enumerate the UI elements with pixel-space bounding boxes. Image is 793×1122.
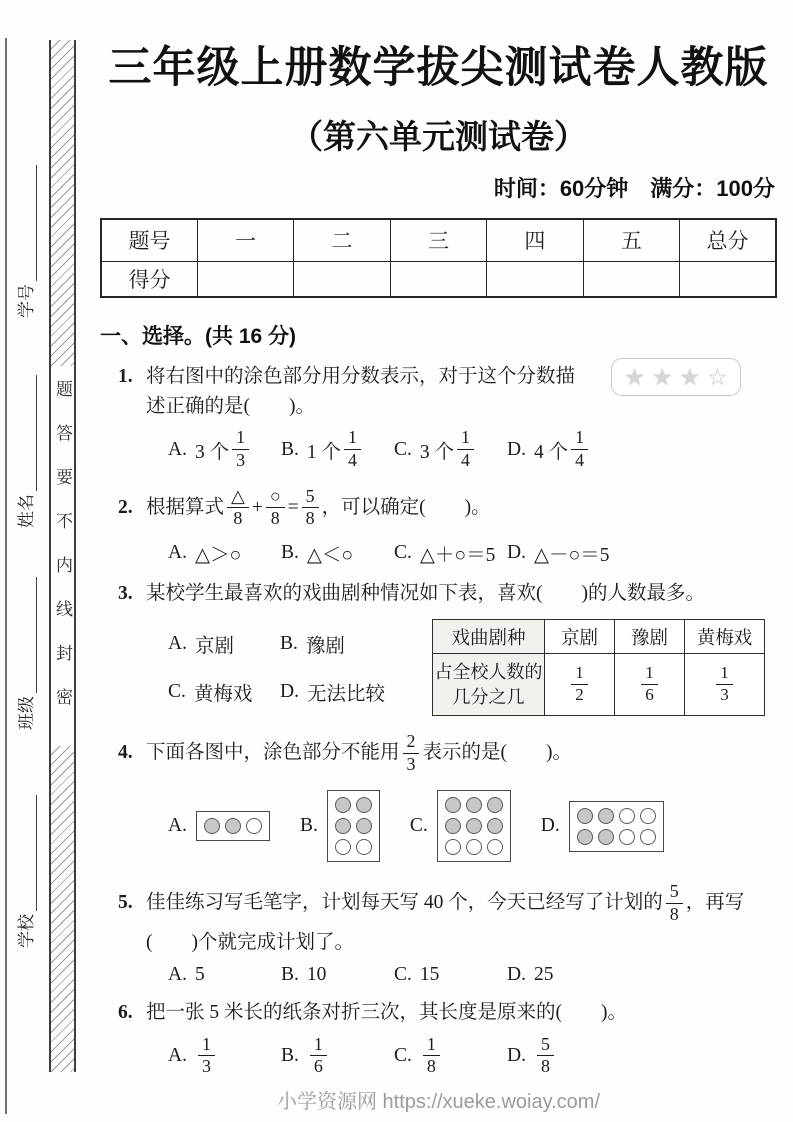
question-1 — [100, 362, 777, 471]
option-label: B. — [299, 815, 318, 837]
fraction: $\frac{1}{3}$ — [232, 428, 249, 470]
circle-diagram — [196, 811, 270, 841]
page-title: 三年级上册数学拔尖测试卷人教版 — [108, 44, 769, 92]
q3-table-header-cell: 豫剧 — [615, 620, 685, 654]
option-text: 4 个 — [533, 441, 569, 463]
circle-icon — [445, 818, 461, 834]
circle-icon — [335, 797, 351, 813]
star-rating — [611, 358, 741, 396]
circle-icon — [356, 818, 372, 834]
q3-table-header-cell: 戏曲剧种 — [433, 620, 545, 654]
q3-table-header-cell: 京剧 — [545, 620, 615, 654]
circle-icon — [619, 808, 635, 824]
option — [168, 428, 281, 470]
question-number: 5. — [118, 891, 133, 913]
circle-icon — [487, 818, 503, 834]
option — [280, 678, 430, 706]
question-text: 下面各图中，涂色部分不能用 $\frac{2}{3}$ 表示的是( )。 — [146, 730, 572, 774]
fraction: $\frac{5}{8}$ — [537, 1035, 554, 1077]
score-row-label: 得分 — [101, 261, 197, 297]
option — [281, 539, 394, 567]
option — [168, 1035, 281, 1077]
margin-field-school — [13, 788, 37, 948]
circle-icon — [466, 797, 482, 813]
option-label: D. — [540, 815, 560, 837]
option-text: 15 — [419, 964, 440, 986]
seal-hatch-top — [51, 40, 74, 366]
option — [394, 1035, 507, 1077]
option-text: 无法比较 — [306, 683, 385, 705]
score-cell — [390, 261, 486, 297]
star-icon: ★ — [679, 364, 701, 390]
score-header-cell: 二 — [294, 219, 390, 261]
option — [507, 1035, 620, 1077]
circle-icon — [598, 829, 614, 845]
option-label: A. — [168, 1044, 187, 1066]
option — [168, 964, 281, 986]
fraction: $\frac{○}{8}$ — [266, 487, 285, 529]
option-text: △＋○＝5 — [419, 544, 496, 566]
score-header-cell: 三 — [390, 219, 486, 261]
option-label: C. — [394, 541, 412, 563]
star-icon: ★ — [651, 364, 673, 390]
field-label: 学号 — [17, 284, 36, 318]
option-label: B. — [281, 1044, 299, 1066]
field-label: 姓名 — [17, 494, 36, 528]
star-icon: ★ — [624, 364, 645, 390]
option-label: A. — [168, 438, 187, 460]
option-text: 3 个 — [419, 441, 455, 463]
question-4 — [100, 728, 777, 866]
circle-icon — [466, 839, 482, 855]
circle-icon — [466, 818, 482, 834]
circle-icon — [335, 839, 351, 855]
option-text: 25 — [533, 964, 554, 986]
score-table — [100, 218, 777, 298]
question-text: 将右图中的涂色部分用分数表示，对于这个分数描 — [146, 366, 576, 387]
option-text: 京剧 — [194, 635, 234, 657]
field-label: 学校 — [17, 914, 36, 948]
question-number: 6. — [118, 1002, 133, 1024]
diagrams-row — [118, 786, 777, 866]
option-label: D. — [507, 1044, 526, 1066]
option — [281, 1035, 394, 1077]
option-label: B. — [280, 632, 298, 654]
option-label: D. — [507, 438, 526, 460]
option-text: △－○＝5 — [533, 544, 610, 566]
circle-icon — [577, 829, 593, 845]
option-text: 3 个 — [194, 441, 230, 463]
circle-icon — [640, 808, 656, 824]
question-text: 把一张 5 米长的纸条对折三次，其长度是原来的( )。 — [146, 1002, 627, 1024]
option-label: A. — [168, 541, 187, 563]
circle-icon — [598, 808, 614, 824]
option-label: D. — [507, 964, 526, 986]
question-3 — [100, 579, 777, 716]
margin-field-name — [13, 368, 37, 528]
equals-operator: = — [287, 496, 299, 518]
circle-diagram — [327, 790, 380, 862]
question-text: ( )个就完成计划了。 — [146, 932, 354, 954]
circle-icon — [225, 818, 241, 834]
option-label: C. — [409, 815, 428, 837]
option — [280, 630, 430, 658]
exam-content — [100, 0, 777, 1114]
circle-icon — [487, 797, 503, 813]
option — [507, 964, 620, 986]
score-header-cell: 题号 — [101, 219, 197, 261]
option-text: 10 — [306, 964, 327, 986]
footer-credit: 小学资源网 https://xueke.woiay.com/ — [276, 1090, 601, 1113]
fraction: $\frac{5}{8}$ — [666, 882, 683, 924]
option-label: A. — [168, 632, 187, 654]
option — [281, 428, 394, 470]
score-header-cell: 一 — [197, 219, 293, 261]
question-number: 1. — [118, 366, 133, 387]
question-6 — [100, 998, 777, 1077]
circle-icon — [204, 818, 220, 834]
circle-icon — [356, 797, 372, 813]
seal-strip — [49, 40, 76, 1072]
option-text: 1 个 — [306, 441, 342, 463]
diagram-option — [168, 811, 270, 841]
option — [507, 539, 620, 567]
field-blank-line — [17, 795, 37, 911]
circle-icon — [487, 839, 503, 855]
option-label: B. — [281, 438, 299, 460]
fraction: $\frac{2}{3}$ — [403, 732, 420, 774]
fraction: $\frac{\triangle}{8}$ — [227, 487, 249, 529]
plus-operator: + — [251, 496, 263, 518]
score-header-cell: 总分 — [680, 219, 776, 261]
page-edge-line — [5, 38, 7, 1114]
opera-genre-table — [432, 619, 765, 716]
option-label: D. — [280, 680, 299, 702]
question-number: 2. — [118, 496, 133, 518]
options-row — [118, 1035, 777, 1077]
fraction: $\frac{1}{4}$ — [457, 428, 474, 470]
score-cell — [487, 261, 583, 297]
option-text: △＜○ — [306, 544, 354, 566]
diagram-option — [410, 790, 511, 862]
fraction: $\frac{1}{2}$ — [571, 664, 588, 704]
fraction: $\frac{1}{4}$ — [344, 428, 361, 470]
fraction: $\frac{1}{8}$ — [423, 1035, 440, 1077]
option — [168, 678, 281, 706]
option-label: C. — [168, 680, 186, 702]
fraction: $\frac{5}{8}$ — [302, 487, 319, 529]
field-blank-line — [17, 375, 37, 491]
margin-field-class — [13, 570, 37, 730]
diagram-option — [541, 801, 664, 852]
question-text: 某校学生最喜欢的戏曲剧种情况如下表，喜欢( )的人数最多。 — [146, 582, 705, 604]
option — [394, 428, 507, 470]
option-label: A. — [168, 964, 187, 986]
seal-line-text: 题答要不内线封密 — [53, 380, 72, 732]
option-text: 黄梅戏 — [193, 683, 253, 705]
option-label: D. — [507, 541, 526, 563]
question-number: 3. — [118, 582, 133, 604]
q3-table-label-cell: 占全校人数的 几分之几 — [433, 654, 545, 716]
option-label: C. — [394, 1044, 412, 1066]
option-label: B. — [281, 541, 299, 563]
fraction: $\frac{1}{3}$ — [716, 664, 733, 704]
score-table-header-row — [101, 219, 776, 261]
circle-icon — [445, 839, 461, 855]
circle-icon — [577, 808, 593, 824]
options-row — [118, 428, 777, 470]
circle-icon — [246, 818, 262, 834]
exam-meta: 时间：60分钟 满分：100分 — [493, 176, 775, 201]
fraction: $\frac{1}{3}$ — [198, 1035, 215, 1077]
field-label: 班级 — [17, 696, 36, 730]
q3-fraction-cell — [685, 654, 765, 716]
option-label: C. — [394, 964, 412, 986]
question-number: 4. — [118, 741, 133, 763]
score-cell — [583, 261, 679, 297]
option — [394, 964, 507, 986]
fraction: $\frac{1}{6}$ — [310, 1035, 327, 1077]
score-header-cell: 四 — [487, 219, 583, 261]
circle-icon — [640, 829, 656, 845]
q3-fraction-cell — [615, 654, 685, 716]
q3-fraction-cell — [545, 654, 615, 716]
score-cell — [680, 261, 776, 297]
question-2 — [100, 483, 777, 567]
question-text: 根据算式 $\frac{\triangle}{8}$ + $\frac{○}{8}$ = $\frac{5}{8}$ ，可以确定( )。 — [146, 485, 491, 529]
question-text: 述正确的是( )。 — [146, 396, 315, 418]
option — [281, 964, 394, 986]
option — [507, 428, 620, 470]
score-cell — [294, 261, 390, 297]
option-text: 豫剧 — [305, 635, 345, 657]
circle-icon — [335, 818, 351, 834]
options-row — [118, 964, 777, 986]
seal-hatch-bottom — [51, 746, 74, 1072]
diagram-option — [300, 790, 380, 862]
fraction: $\frac{1}{4}$ — [571, 428, 588, 470]
score-table-score-row — [101, 261, 776, 297]
option-text: 5 — [194, 964, 205, 986]
option-text: △＞○ — [194, 544, 242, 566]
option-label: C. — [394, 438, 412, 460]
question-text: 佳佳练习写毛笔字，计划每天写 40 个，今天已经写了计划的 $\frac{5}{8}$ ，再写 — [146, 880, 745, 924]
page-subtitle: （第六单元测试卷） — [290, 118, 587, 155]
margin-field-student-id — [13, 158, 37, 318]
circle-diagram — [437, 790, 511, 862]
circle-diagram — [569, 801, 664, 852]
options-grid — [118, 630, 430, 706]
option-label: B. — [281, 964, 299, 986]
section-heading: 一、选择。(共 16 分) — [100, 325, 297, 348]
q3-table-header-cell: 黄梅戏 — [685, 620, 765, 654]
option — [168, 539, 281, 567]
fraction: $\frac{1}{6}$ — [641, 664, 658, 704]
circle-icon — [619, 829, 635, 845]
field-blank-line — [17, 165, 37, 281]
field-blank-line — [17, 577, 37, 693]
circle-icon — [445, 797, 461, 813]
option-label: A. — [168, 815, 187, 837]
option — [168, 630, 281, 658]
option — [394, 539, 507, 567]
star-icon: ☆ — [707, 364, 728, 390]
score-header-cell: 五 — [583, 219, 679, 261]
question-5 — [100, 878, 777, 986]
options-row — [118, 539, 777, 567]
circle-icon — [356, 839, 372, 855]
score-cell — [197, 261, 293, 297]
